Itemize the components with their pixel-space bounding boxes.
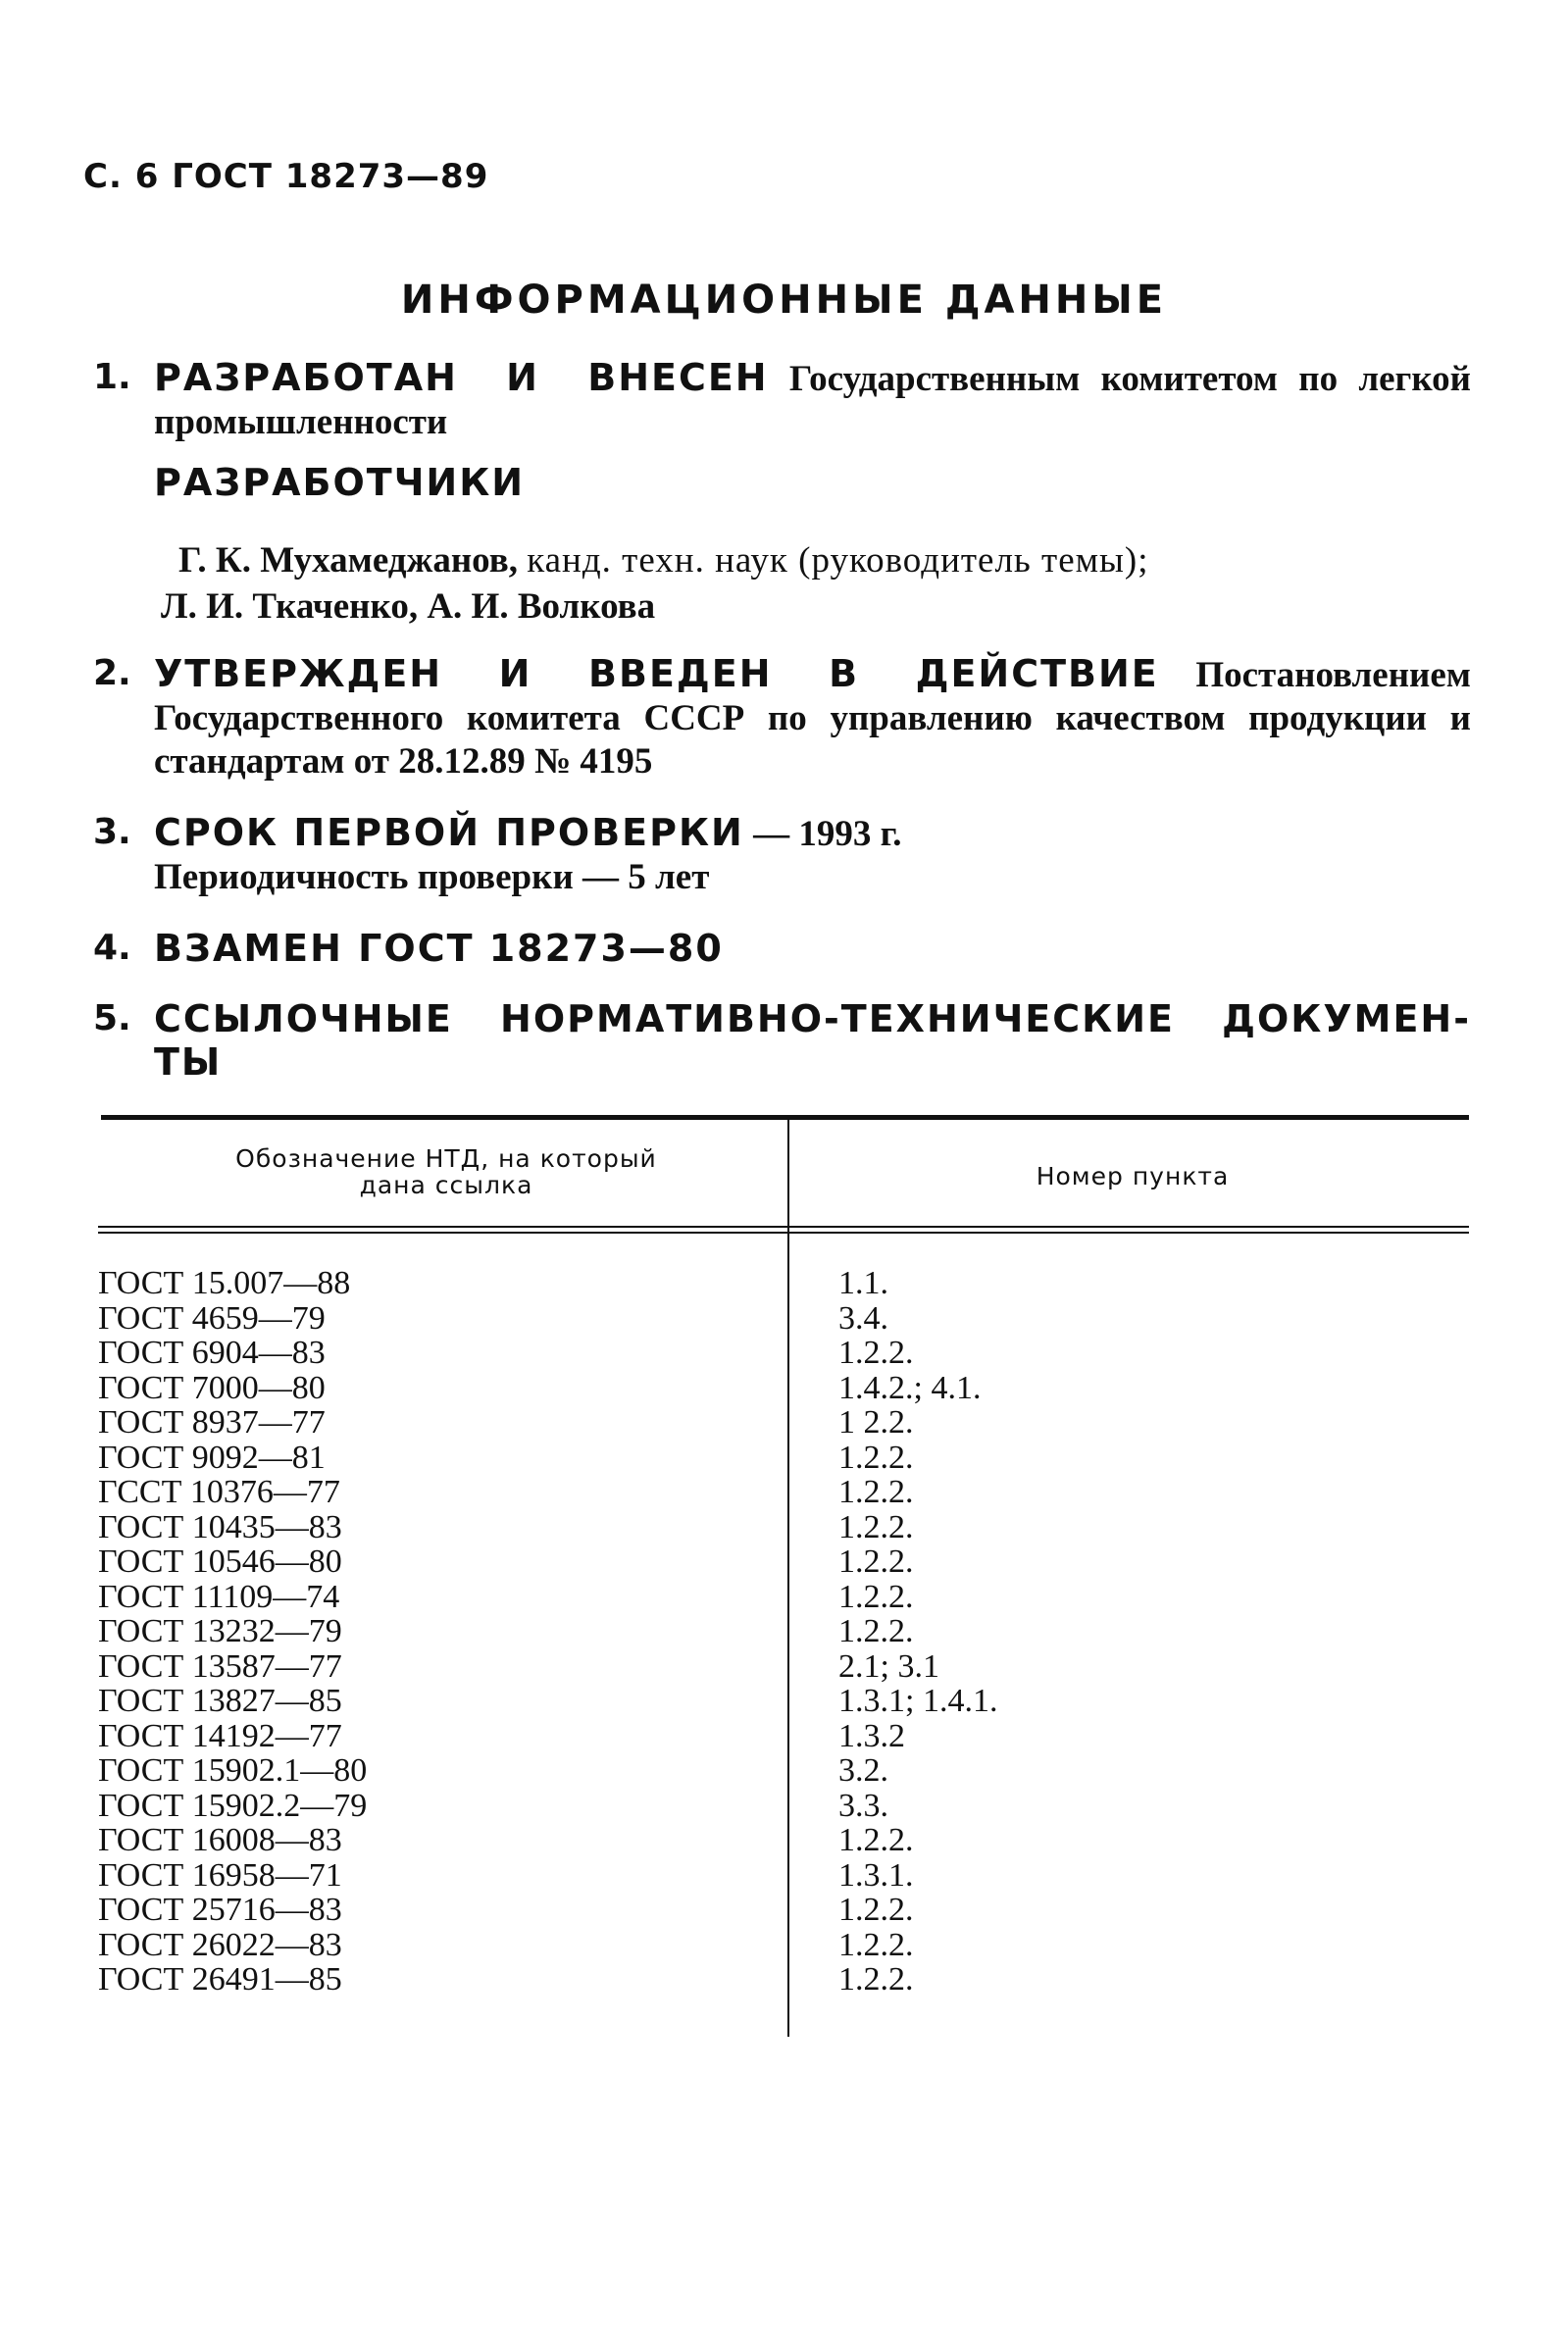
table-row	[98, 1371, 1471, 1406]
table-row	[98, 1266, 1471, 1301]
ntd-designation: ГОСТ 15902.1—80	[98, 1752, 368, 1789]
ntd-designation: ГОСТ 13827—85	[98, 1683, 342, 1719]
table-row	[98, 1858, 1471, 1894]
ntd-designation: ГОСТ 15.007—88	[98, 1265, 351, 1301]
clause-number: 1.2.2.	[838, 1578, 914, 1615]
table-row	[98, 1336, 1471, 1371]
developer-names: Л. И. Ткаченко, А. И. Волкова	[161, 586, 656, 627]
info-item-1	[93, 356, 1471, 444]
clause-number: 1.3.1; 1.4.1.	[838, 1683, 998, 1719]
clause-number: 1.2.2.	[838, 1822, 914, 1858]
table-row	[98, 1649, 1471, 1685]
item-number: 1.	[93, 357, 131, 397]
table-row	[98, 1544, 1471, 1580]
clause-number: 1.2.2.	[838, 1439, 914, 1476]
ntd-designation: ГОСТ 16958—71	[98, 1856, 342, 1894]
item-body	[154, 356, 1471, 444]
ntd-designation: ГОСТ 16008—83	[98, 1822, 342, 1858]
item-text: — 1993 г.	[753, 814, 902, 854]
table-header-rule	[98, 1226, 1469, 1228]
ntd-designation: ГОСТ 13587—77	[98, 1647, 342, 1685]
column-header-point: Номер пункта	[1036, 1162, 1230, 1190]
developers-list	[161, 537, 1473, 630]
ntd-designation: ГОСТ 10435—83	[98, 1508, 342, 1545]
item-number: 5.	[93, 998, 131, 1038]
item-heading: СРОК ПЕРВОЙ ПРОВЕРКИ	[154, 811, 744, 854]
table-row	[98, 1928, 1471, 1963]
item-body	[154, 927, 1471, 972]
clause-number: 1.2.2.	[838, 1961, 914, 1998]
ntd-designation: ГОСТ 11109—74	[98, 1578, 340, 1615]
ntd-designation: ГОСТ 25716—83	[98, 1892, 342, 1928]
info-item-4	[93, 927, 1471, 972]
item-heading: РАЗРАБОТАН И ВНЕСЕН	[154, 356, 769, 399]
ntd-designation: ГОСТ 14192—77	[98, 1717, 342, 1754]
ntd-designation: ГОСТ 6904—83	[98, 1335, 326, 1371]
table-row	[98, 1962, 1471, 1998]
clause-number: 1.2.2.	[838, 1474, 914, 1510]
ntd-designation: ГОСТ 8937—77	[98, 1404, 326, 1441]
clause-number: 3.3.	[838, 1787, 888, 1824]
item-text: Постановлением Государственного комитета СССР по управлению качеством продукции и стандартам от 28.12.89 № 4195	[154, 655, 1471, 782]
item-number: 4.	[93, 928, 131, 968]
ntd-designation: ГОСТ 13232—79	[98, 1613, 342, 1649]
ntd-designation: ГОСТ 4659—79	[98, 1299, 326, 1337]
item-number: 3.	[93, 812, 131, 852]
clause-number: 3.2.	[838, 1752, 888, 1789]
info-item-2	[93, 652, 1471, 784]
item-heading: ВЗАМЕН ГОСТ 18273—80	[154, 927, 724, 970]
table-row	[98, 1684, 1471, 1719]
item-body	[154, 811, 1471, 899]
developers-heading: РАЗРАБОТЧИКИ	[154, 461, 526, 504]
ntd-designation: ГОСТ 10546—80	[98, 1543, 342, 1580]
clause-number: 1.3.2	[838, 1717, 905, 1754]
clause-number: 1.4.2.; 4.1.	[838, 1369, 982, 1406]
ntd-designation: ГОСТ 26491—85	[98, 1961, 342, 1998]
item-number: 2.	[93, 653, 131, 693]
table-header-rule-2	[98, 1232, 1469, 1234]
info-item-5	[93, 997, 1471, 1084]
developer-name: Г. К. Мухамеджанов,	[178, 540, 518, 581]
clause-number: 1.1.	[838, 1265, 888, 1301]
ntd-designation: ГОСТ 15902.2—79	[98, 1787, 368, 1824]
ntd-designation: ГОСТ 26022—83	[98, 1926, 342, 1963]
clause-number: 3.4.	[838, 1299, 888, 1337]
item-body	[154, 997, 1471, 1084]
ntd-designation: ГОСТ 9092—81	[98, 1439, 326, 1476]
ntd-designation: ГОСТ 7000—80	[98, 1369, 326, 1406]
document-title: ИНФОРМАЦИОННЫЕ ДАННЫЕ	[400, 278, 1168, 323]
clause-number: 1.2.2.	[838, 1926, 914, 1963]
table-row	[98, 1823, 1471, 1858]
clause-number: 1.2.2.	[838, 1892, 914, 1928]
info-item-3	[93, 811, 1471, 899]
ntd-designation: ГССТ 10376—77	[98, 1474, 340, 1510]
page-header: С. 6 ГОСТ 18273—89	[83, 157, 489, 196]
table-row	[98, 1614, 1471, 1649]
item-text: Государственным комитетом по легкой промышленности	[154, 359, 1472, 442]
table-row	[98, 1893, 1471, 1928]
clause-number: 2.1; 3.1	[838, 1647, 939, 1685]
clause-number: 1.2.2.	[838, 1613, 914, 1649]
table-row	[98, 1753, 1471, 1789]
table-row	[98, 1301, 1471, 1337]
table-row	[98, 1441, 1471, 1476]
table-row	[98, 1580, 1471, 1615]
developer-role: канд. техн. наук (руководитель темы);	[527, 540, 1149, 581]
table-row	[98, 1510, 1471, 1545]
item-text-line2: Периодичность проверки — 5 лет	[154, 857, 710, 897]
item-body	[154, 652, 1471, 784]
clause-number: 1.2.2.	[838, 1543, 914, 1580]
table-body	[98, 1266, 1471, 1998]
item-heading: ССЫЛОЧНЫЕ НОРМАТИВНО-ТЕХНИЧЕСКИЕ ДОКУМЕН-	[154, 997, 1471, 1040]
item-heading-line2: ТЫ	[154, 1040, 223, 1084]
table-row	[98, 1719, 1471, 1754]
item-heading: УТВЕРЖДЕН И ВВЕДЕН В ДЕЙСТВИЕ	[154, 652, 1159, 695]
table-row	[98, 1789, 1471, 1824]
column-header-ntd: Обозначение НТД, на который дана ссылка	[235, 1144, 657, 1199]
table-row	[98, 1475, 1471, 1510]
clause-number: 1.2.2.	[838, 1335, 914, 1371]
table-top-rule	[101, 1115, 1469, 1120]
clause-number: 1 2.2.	[838, 1404, 914, 1441]
table-row	[98, 1405, 1471, 1441]
clause-number: 1.2.2.	[838, 1508, 914, 1545]
clause-number: 1.3.1.	[838, 1856, 914, 1894]
